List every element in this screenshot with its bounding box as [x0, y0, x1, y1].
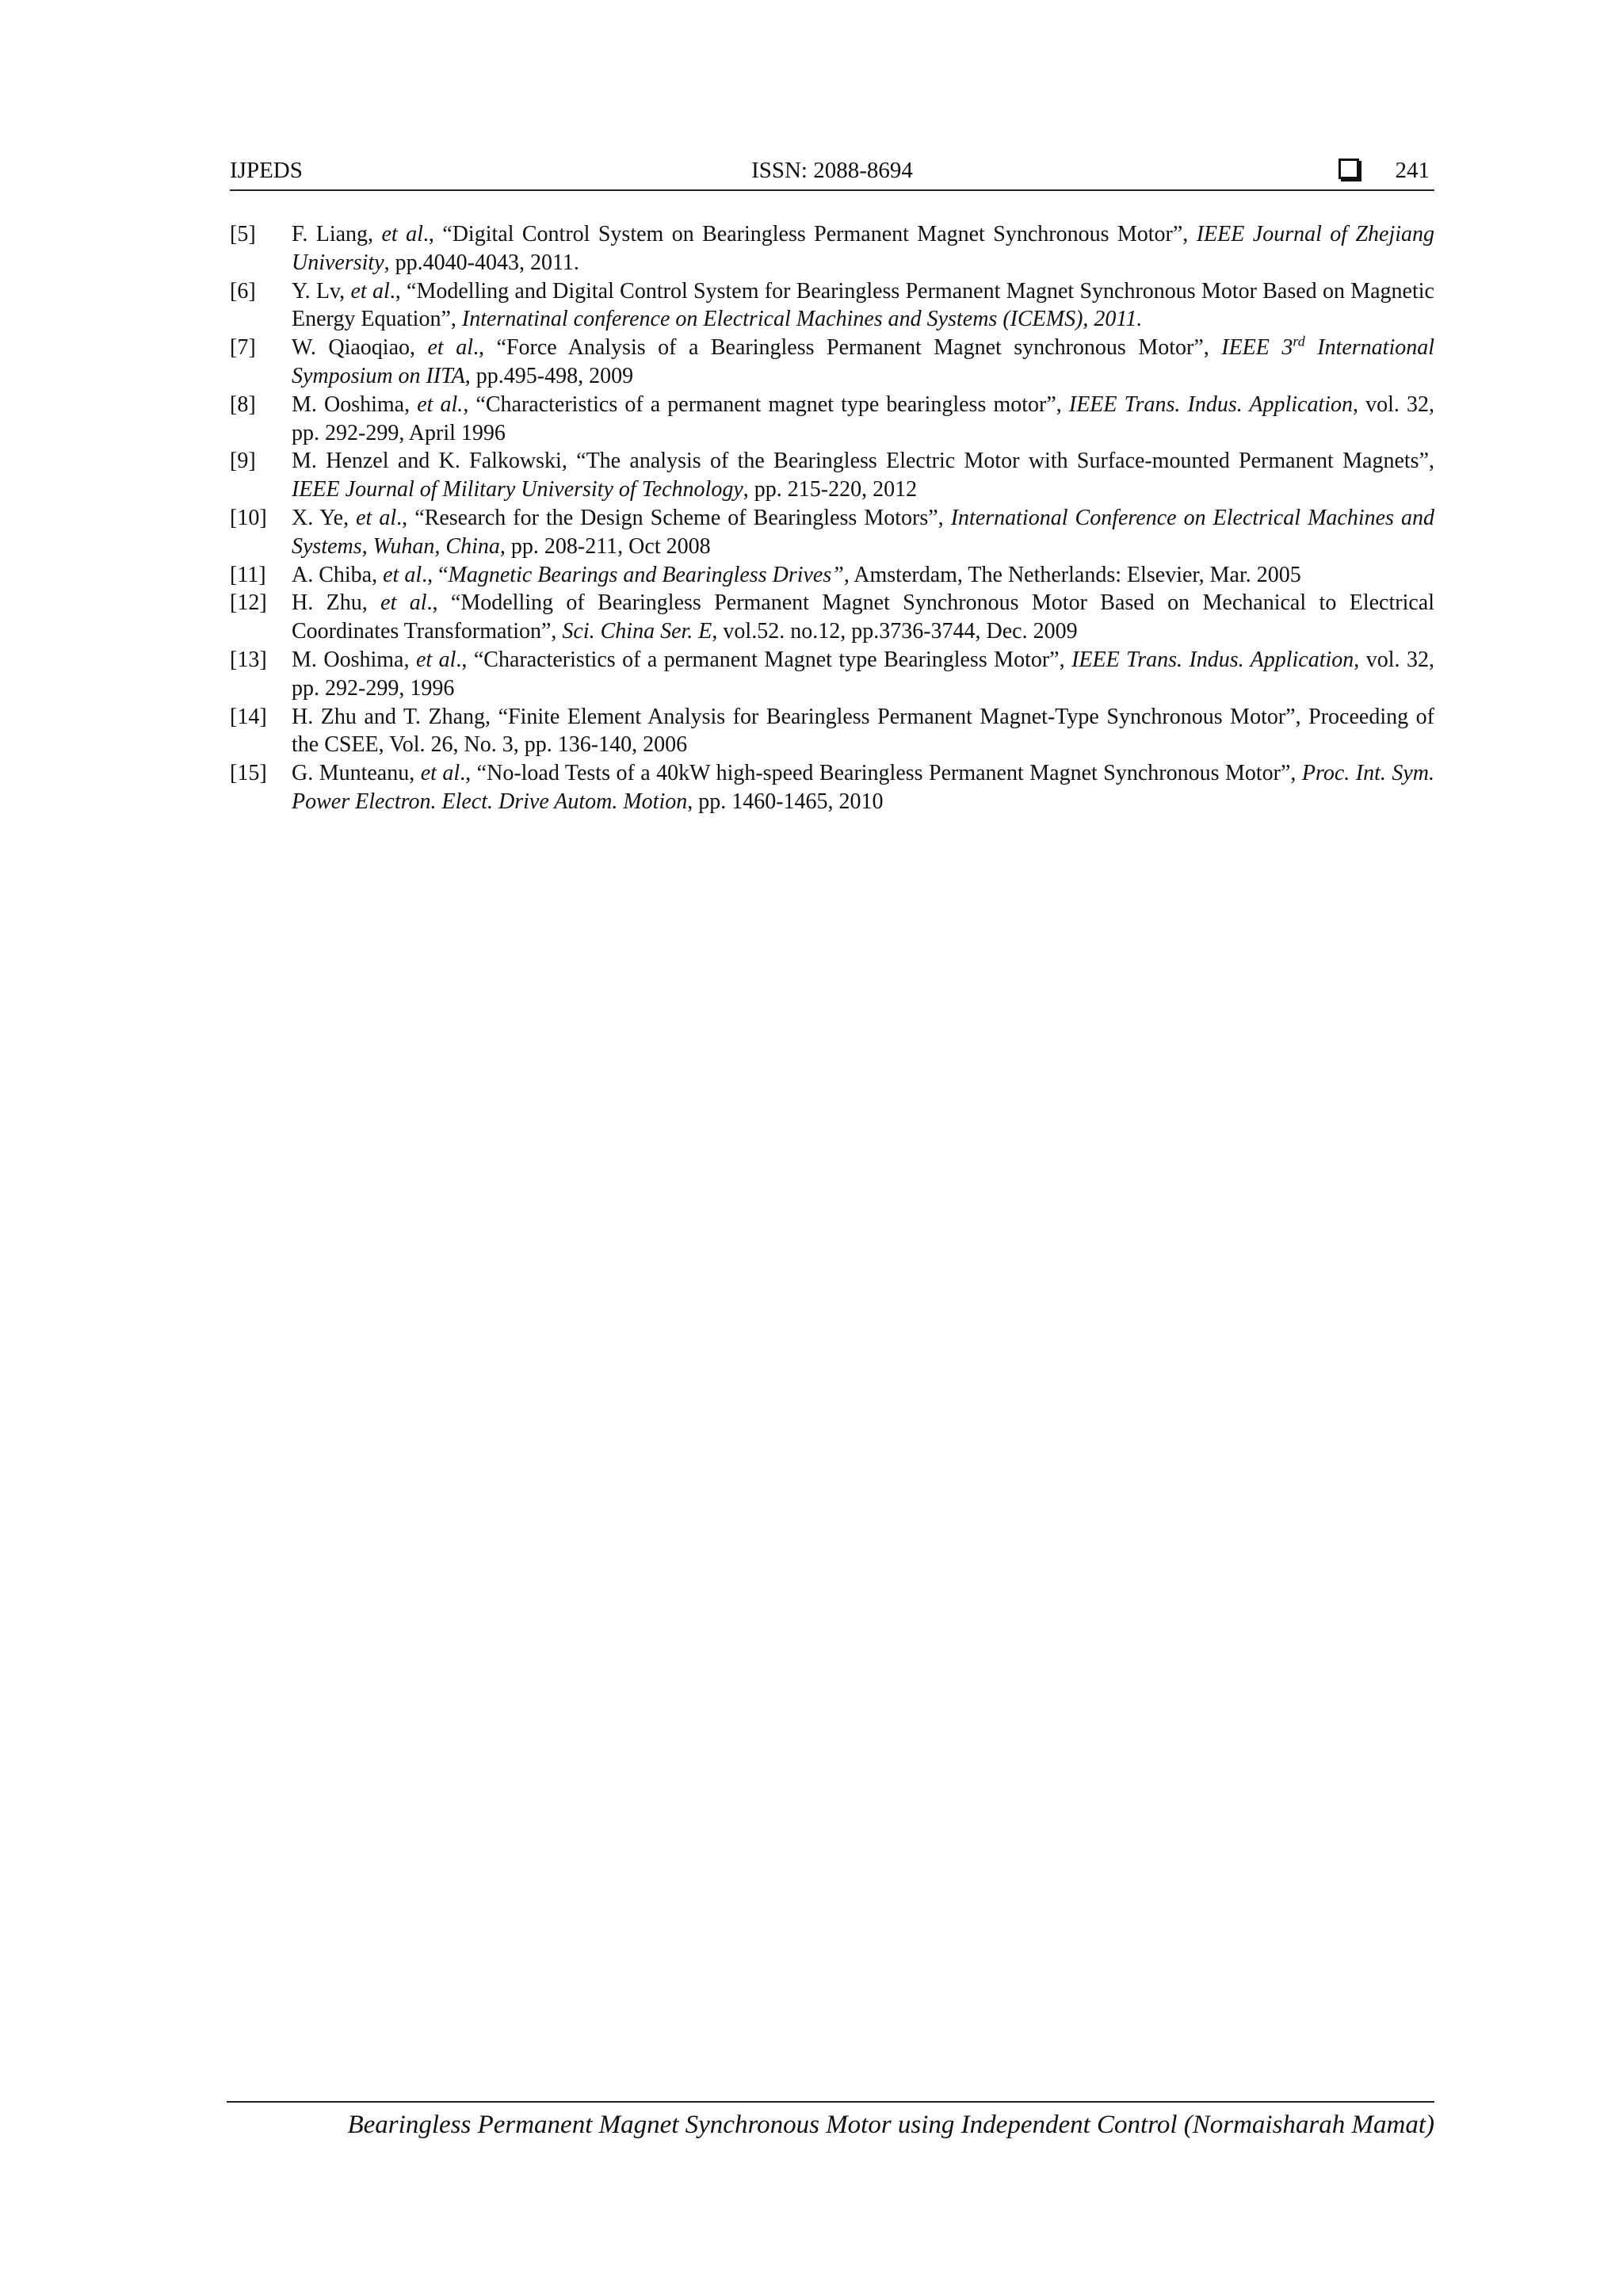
plain-text: , pp. 1460-1465, 2010: [687, 789, 884, 814]
italic-text: IEEE Trans. Indus. Application: [1068, 392, 1354, 417]
plain-text: A. Chiba,: [292, 562, 384, 587]
issn-label: ISSN: 2088-8694: [751, 158, 913, 183]
reference-text: [292, 277, 1434, 334]
plain-text: ., “Digital Control System on Bearingless Permanent Magnet Synchronous Motor”,: [422, 222, 1197, 246]
italic-text: Proc. Int. Sym. Power Electron. Elect. Drive Autom. Motion: [292, 761, 1434, 814]
italic-text: Sci. China Ser. E: [562, 619, 712, 644]
reference-item: [230, 391, 1434, 448]
reference-number: [6]: [230, 278, 256, 304]
plain-text: , “Characteristics of a permanent magnet type bearingless motor”,: [463, 392, 1069, 417]
reference-number: [9]: [230, 449, 256, 474]
italic-text: IEEE Trans. Indus. Application: [1071, 647, 1354, 672]
plain-text: ., “Research for the Design Scheme of Bearingless Motors”,: [396, 505, 951, 530]
reference-item: [230, 561, 1434, 590]
plain-text: ., “: [422, 562, 449, 587]
reference-number: [12]: [230, 590, 267, 616]
plain-text: , pp. 215-220, 2012: [743, 477, 918, 502]
reference-text: [292, 504, 1434, 561]
reference-number: [11]: [230, 562, 266, 587]
plain-text: ., “Modelling and Digital Control System for Bearingless Permanent Magnet Synchronous Motor Based on Magnetic Energy Equation”,: [292, 278, 1434, 332]
reference-text: [292, 447, 1434, 504]
italic-text: et al: [415, 647, 456, 672]
italic-text: Internatinal conference on Electrical Machines and Systems (ICEMS), 2011.: [461, 307, 1143, 332]
italic-text: IEEE Journal of Zhejiang University: [292, 222, 1435, 275]
italic-text: IEEE Journal of Military University of Technology: [292, 477, 743, 502]
plain-text: , vol. 32, pp. 292-299, April 1996: [292, 392, 1435, 445]
reference-list: [230, 220, 1434, 816]
italic-text: , et al: [343, 505, 397, 530]
reference-number: [8]: [230, 392, 256, 417]
plain-text: G. Munteanu,: [292, 761, 421, 786]
reference-number: [10]: [230, 505, 267, 530]
reference-number: [13]: [230, 647, 267, 672]
page-header: [230, 155, 1434, 191]
plain-text: , vol.52. no.12, pp.3736-3744, Dec. 2009: [712, 619, 1078, 644]
plain-text: Y. Lv,: [292, 278, 351, 304]
italic-text: et al: [383, 562, 422, 587]
italic-text: et al: [380, 590, 427, 616]
square-box-icon: [1338, 159, 1359, 179]
reference-item: [230, 220, 1434, 277]
plain-text: F. Liang,: [292, 222, 382, 246]
reference-item: [230, 759, 1434, 816]
reference-text: [292, 334, 1434, 391]
italic-text: et al: [381, 222, 423, 246]
reference-text: [292, 561, 1434, 590]
reference-item: [230, 334, 1434, 391]
reference-number: [5]: [230, 222, 256, 246]
reference-number: [7]: [230, 335, 256, 361]
reference-item: [230, 589, 1434, 646]
running-footer: [227, 2101, 1434, 2142]
italic-text: IEEE 3: [1221, 335, 1293, 361]
superscript-text: rd: [1293, 333, 1305, 350]
reference-item: [230, 703, 1434, 760]
reference-text: [292, 703, 1434, 760]
plain-text: , pp.495-498, 2009: [464, 363, 634, 388]
italic-text: et al: [420, 761, 460, 786]
plain-text: H. Zhu and T. Zhang, “Finite Element Analysis for Bearingless Permanent Magnet-Type Synchronous Motor”, Proceeding of the CSEE, Vol. 26, No. 3, pp. 136-140, 2006: [292, 704, 1434, 758]
italic-text: Magnetic Bearings and Bearingless Drives”: [448, 562, 844, 587]
reference-number: [15]: [230, 761, 267, 786]
italic-text: et al: [427, 335, 473, 361]
plain-text: , vol. 32, pp. 292-299, 1996: [292, 647, 1435, 701]
reference-text: [292, 759, 1434, 816]
footer-title: Bearingless Permanent Magnet Synchronous Motor using Independent Control (Normaisharah Mamat): [347, 2111, 1434, 2139]
plain-text: W. Qiaoqiao,: [292, 335, 428, 361]
reference-text: [292, 646, 1434, 703]
plain-text: ., “Force Analysis of a Bearingless Permanent Magnet synchronous Motor”,: [473, 335, 1222, 361]
plain-text: ., “No-load Tests of a 40kW high-speed Bearingless Permanent Magnet Synchronous Motor”,: [460, 761, 1302, 786]
plain-text: , pp.4040-4043, 2011.: [384, 250, 579, 275]
plain-text: , Amsterdam, The Netherlands: Elsevier, Mar. 2005: [843, 562, 1301, 587]
plain-text: M. Ooshima,: [292, 392, 418, 417]
italic-text: International Symposium on IITA: [292, 335, 1435, 388]
reference-item: [230, 646, 1434, 703]
italic-text: et al: [350, 278, 390, 304]
plain-text: ., “Modelling of Bearingless Permanent Magnet Synchronous Motor Based on Mechanical to Electrical Coordinates Transformation”,: [292, 590, 1434, 644]
reference-number: [14]: [230, 704, 267, 729]
page-number: 241: [1395, 158, 1430, 183]
plain-text: H. Zhu,: [292, 590, 381, 616]
journal-name: IJPEDS: [230, 158, 303, 183]
reference-item: [230, 447, 1434, 504]
reference-text: [292, 391, 1434, 448]
reference-item: [230, 504, 1434, 561]
italic-text: International Conference on Electrical Machines and Systems, Wuhan, China: [292, 505, 1434, 559]
plain-text: , pp. 208-211, Oct 2008: [499, 533, 711, 559]
plain-text: M. Henzel and K. Falkowski, “The analysis of the Bearingless Electric Motor with Surface-mounted Permanent Magnets”,: [292, 449, 1434, 474]
plain-text: M. Ooshima,: [292, 647, 416, 672]
reference-text: [292, 589, 1434, 646]
plain-text: X. Ye: [292, 505, 344, 530]
plain-text: ., “Characteristics of a permanent Magnet type Bearingless Motor”,: [456, 647, 1072, 672]
reference-text: [292, 220, 1434, 277]
page-number-group: [1338, 155, 1430, 186]
italic-text: et al.: [417, 392, 464, 417]
reference-item: [230, 277, 1434, 334]
